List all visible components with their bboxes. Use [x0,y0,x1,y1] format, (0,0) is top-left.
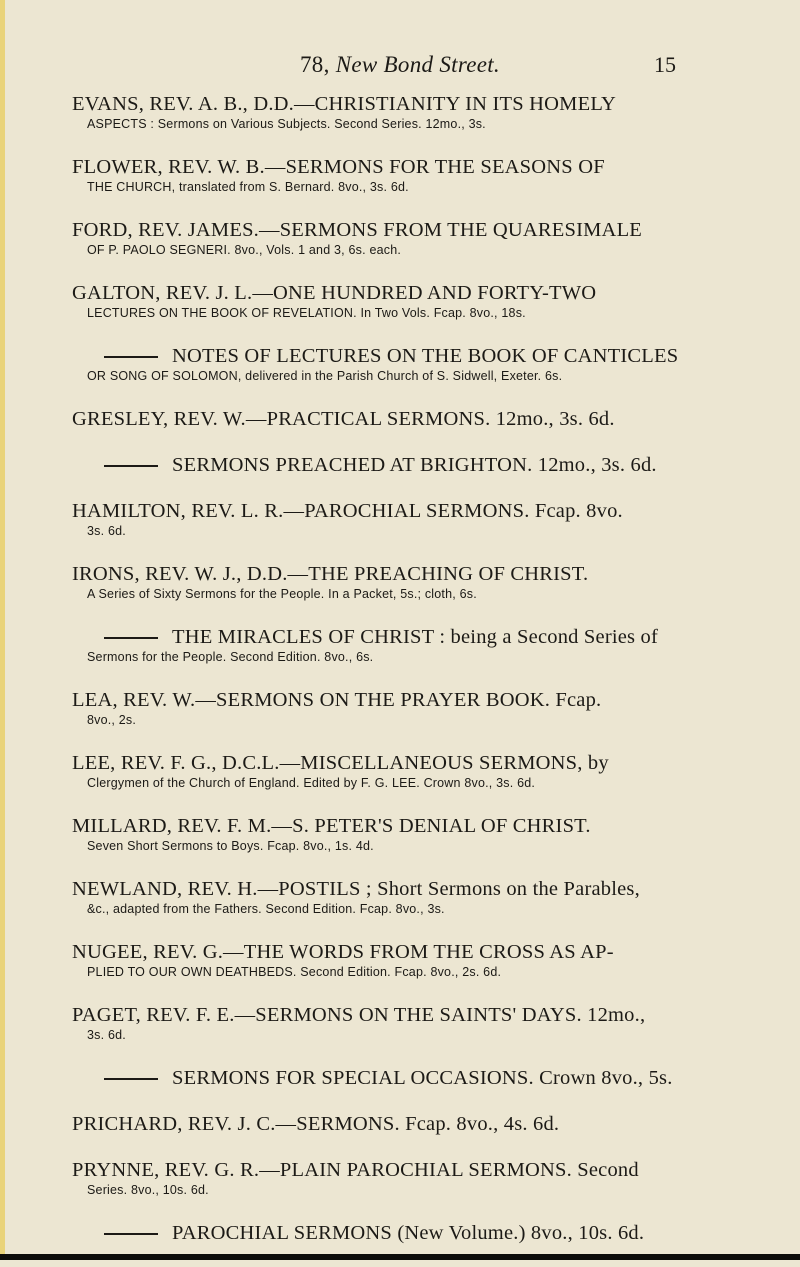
catalogue-entry [72,625,722,666]
catalogue-entry [72,1003,722,1044]
catalogue-entry [72,218,722,259]
entry-title [72,407,722,431]
catalogue-entry [72,344,722,385]
catalogue-entries [72,92,722,1267]
entry-title-text: NUGEE, REV. G.—THE WORDS FROM THE CROSS AS AP- [72,941,614,963]
catalogue-entry [72,155,722,196]
page-edge [0,0,5,1260]
entry-title [72,1221,722,1245]
entry-description: 8vo., 2s. [87,713,137,727]
catalogue-entry [72,877,722,918]
entry-title [72,453,722,477]
entry-title [72,1003,722,1027]
entry-title [72,1158,722,1182]
entry-title-text: GALTON, REV. J. L.—ONE HUNDRED AND FORTY-TWO [72,282,597,304]
entry-title-text: SERMONS PREACHED AT BRIGHTON. 12mo., 3s. 6d. [172,454,657,476]
entry-title-text: PAROCHIAL SERMONS (New Volume.) 8vo., 10s. 6d. [172,1222,645,1244]
entry-title [72,688,722,712]
entry-title [72,751,722,775]
catalogue-entry [72,499,722,540]
entry-title [72,155,722,179]
ditto-dash [104,465,158,467]
entry-description: &c., adapted from the Fathers. Second Edition. Fcap. 8vo., 3s. [87,902,445,916]
ditto-dash [104,1078,158,1080]
ditto-dash [104,637,158,639]
entry-title [72,562,722,586]
entry-title-text: FLOWER, REV. W. B.—SERMONS FOR THE SEASONS OF [72,156,605,178]
entry-description: Sermons for the People. Second Edition. 8vo., 6s. [87,650,374,664]
entry-title [72,940,722,964]
page-number: 15 [654,52,676,77]
catalogue-entry [72,453,722,477]
catalogue-entry [72,1112,722,1136]
entry-description: Series. 8vo., 10s. 6d. [87,1183,209,1197]
catalogue-entry [72,814,722,855]
catalogue-entry [72,940,722,981]
entry-description: PLIED TO OUR OWN DEATHBEDS. Second Edition. Fcap. 8vo., 2s. 6d. [87,965,502,979]
address-street: New Bond Street. [335,52,500,77]
bottom-rule [0,1254,800,1260]
entry-description: OR SONG OF SOLOMON, delivered in the Parish Church of S. Sidwell, Exeter. 6s. [87,369,563,383]
entry-title-text: FORD, REV. JAMES.—SERMONS FROM THE QUARESIMALE [72,219,643,241]
ditto-dash [104,356,158,358]
entry-title [72,625,722,649]
entry-description: Seven Short Sermons to Boys. Fcap. 8vo., 1s. 4d. [87,839,374,853]
catalogue-entry [72,1158,722,1199]
running-head-address [0,52,800,78]
catalogue-entry [72,407,722,431]
entry-title-text: SERMONS FOR SPECIAL OCCASIONS. Crown 8vo., 5s. [172,1067,673,1089]
catalogue-entry [72,562,722,603]
entry-title [72,1112,722,1136]
entry-title [72,344,722,368]
catalogue-entry [72,751,722,792]
address-number: 78, [299,52,330,77]
entry-title-text: PAGET, REV. F. E.—SERMONS ON THE SAINTS' DAYS. 12mo., [72,1004,646,1026]
entry-title-text: NEWLAND, REV. H.—POSTILS ; Short Sermons on the Parables, [72,878,640,900]
entry-description: LECTURES ON THE BOOK OF REVELATION. In Two Vols. Fcap. 8vo., 18s. [87,306,526,320]
catalogue-entry [72,688,722,729]
entry-description: 3s. 6d. [87,524,126,538]
entry-title-text: PRICHARD, REV. J. C.—SERMONS. Fcap. 8vo., 4s. 6d. [72,1113,560,1135]
catalogue-entry [72,92,722,133]
catalogue-entry [72,281,722,322]
entry-title [72,814,722,838]
entry-title [72,218,722,242]
entry-title-text: GRESLEY, REV. W.—PRACTICAL SERMONS. 12mo., 3s. 6d. [72,408,615,430]
entry-title-text: MILLARD, REV. F. M.—S. PETER'S DENIAL OF CHRIST. [72,815,591,837]
entry-description: 3s. 6d. [87,1028,126,1042]
entry-title [72,281,722,305]
entry-title [72,1066,722,1090]
entry-title [72,499,722,523]
catalogue-entry [72,1066,722,1090]
entry-title [72,877,722,901]
entry-title-text: THE MIRACLES OF CHRIST : being a Second Series of [172,626,659,648]
catalogue-entry [72,1221,722,1245]
entry-title-text: EVANS, REV. A. B., D.D.—CHRISTIANITY IN ITS HOMELY [72,93,617,115]
entry-description: A Series of Sixty Sermons for the People. In a Packet, 5s.; cloth, 6s. [87,587,477,601]
entry-description: THE CHURCH, translated from S. Bernard. 8vo., 3s. 6d. [87,180,409,194]
entry-title [72,92,722,116]
running-head [0,52,800,82]
entry-title-text: LEE, REV. F. G., D.C.L.—MISCELLANEOUS SERMONS, by [72,752,609,774]
entry-title-text: PRYNNE, REV. G. R.—PLAIN PAROCHIAL SERMONS. Second [72,1159,639,1181]
entry-title-text: NOTES OF LECTURES ON THE BOOK OF CANTICLES [172,345,679,367]
entry-title-text: IRONS, REV. W. J., D.D.—THE PREACHING OF CHRIST. [72,563,589,585]
entry-title-text: LEA, REV. W.—SERMONS ON THE PRAYER BOOK. Fcap. [72,689,602,711]
entry-description: OF P. PAOLO SEGNERI. 8vo., Vols. 1 and 3, 6s. each. [87,243,402,257]
entry-description: Clergymen of the Church of England. Edited by F. G. LEE. Crown 8vo., 3s. 6d. [87,776,536,790]
ditto-dash [104,1233,158,1235]
entry-title-text: HAMILTON, REV. L. R.—PAROCHIAL SERMONS. Fcap. 8vo. [72,500,623,522]
entry-description: ASPECTS : Sermons on Various Subjects. Second Series. 12mo., 3s. [87,117,486,131]
